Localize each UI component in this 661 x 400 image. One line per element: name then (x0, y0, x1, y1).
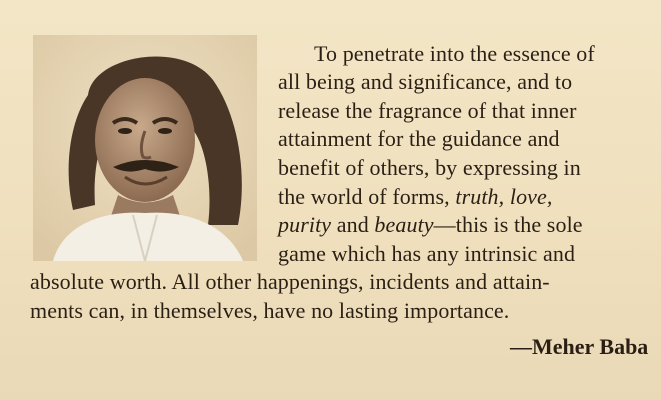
quote-line-7-and: and (331, 212, 375, 237)
emphasis-purity: purity (278, 212, 332, 237)
emphasis-beauty: beauty (374, 212, 434, 237)
quote-line-2: all being and significance, and to (278, 69, 573, 94)
quote-line-10: ments can, in themselves, have no lasting importance. (30, 298, 510, 323)
quote-line-8: game which has any intrinsic and (278, 241, 576, 266)
quote-line-7-text: —this is the sole (433, 212, 583, 237)
quote-line-9: absolute worth. All other happenings, incidents and attain- (30, 269, 550, 294)
quote-line-6-text: the world of forms, (278, 184, 456, 209)
quote-line-3: release the fragrance of that inner (278, 98, 577, 123)
emphasis-truth: truth, (455, 184, 505, 209)
author-attribution: —Meher Baba (510, 334, 649, 359)
quote-line-5: benefit of others, by expressing in (278, 155, 581, 180)
quote-line-7 (278, 211, 583, 240)
quote-line-1: To penetrate into the essence of (314, 41, 595, 66)
quote-line-6 (278, 183, 553, 212)
emphasis-love: love, (509, 184, 553, 209)
quote-line-4: attainment for the guidance and (278, 126, 560, 151)
